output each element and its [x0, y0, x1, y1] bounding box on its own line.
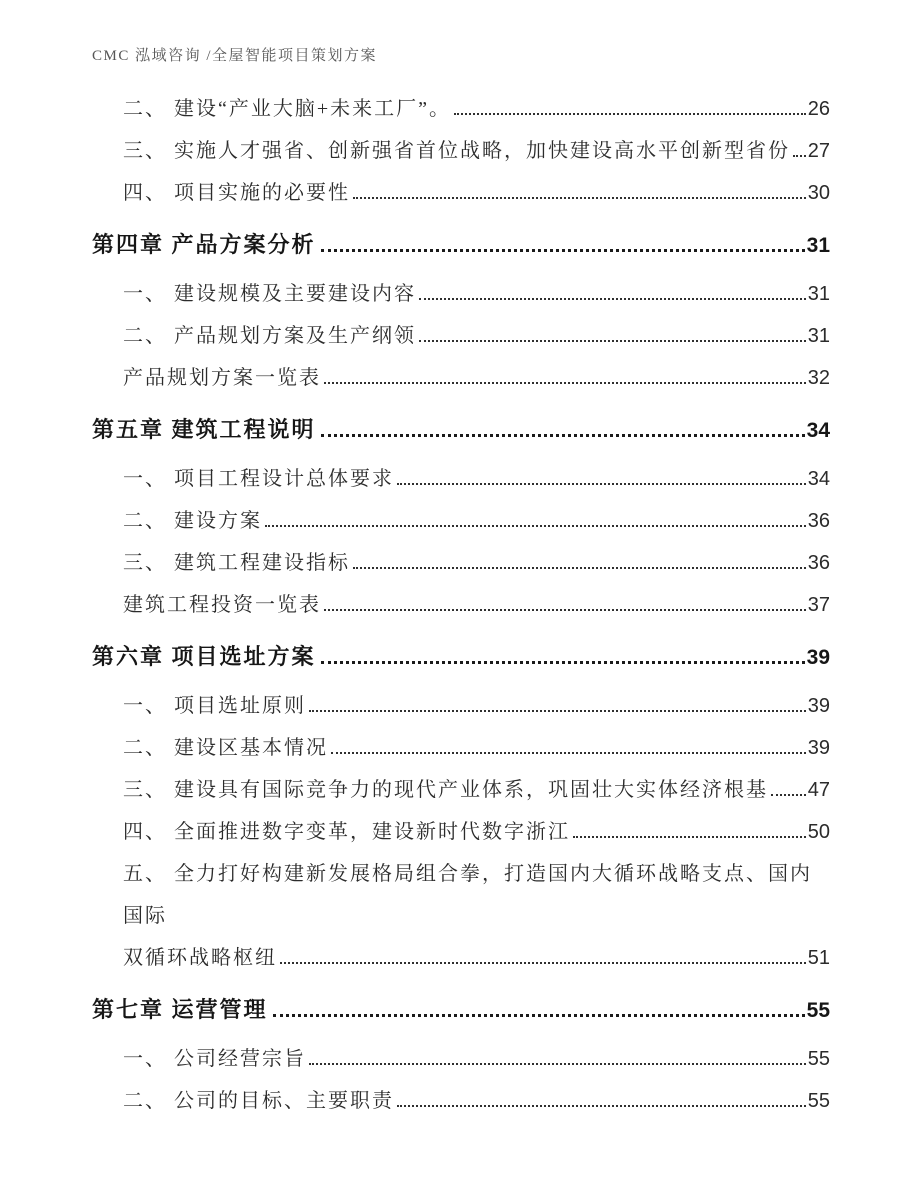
toc-entry[interactable]	[92, 172, 830, 214]
toc-dotted-leader	[331, 752, 806, 754]
toc-entry-label: 产品规划方案一览表	[123, 367, 321, 389]
toc-page-number: 39	[807, 695, 830, 717]
toc-page-number: 47	[807, 779, 830, 801]
toc-list	[92, 88, 830, 1122]
toc-entry[interactable]	[92, 357, 830, 399]
toc-page-number: 36	[807, 510, 830, 532]
toc-entry-label: 双循环战略枢纽	[123, 947, 277, 969]
toc-dotted-leader	[793, 155, 806, 157]
toc-entry-label: 第四章 产品方案分析	[92, 232, 316, 257]
toc-dotted-leader	[321, 661, 805, 664]
toc-page-number: 32	[807, 367, 830, 389]
toc-entry-label: 一、 建设规模及主要建设内容	[123, 283, 416, 305]
toc-entry[interactable]	[92, 315, 830, 357]
toc-dotted-leader	[324, 609, 806, 611]
toc-page-number: 34	[807, 468, 830, 490]
toc-dotted-leader	[309, 710, 806, 712]
toc-entry-label: 建筑工程投资一览表	[123, 594, 321, 616]
toc-dotted-leader	[353, 567, 806, 569]
toc-dotted-leader	[265, 525, 806, 527]
toc-entry[interactable]	[92, 458, 830, 500]
toc-page-number: 50	[807, 821, 830, 843]
toc-page-number: 55	[807, 1090, 830, 1112]
toc-dotted-leader	[273, 1014, 805, 1017]
toc-entry[interactable]	[92, 88, 830, 130]
toc-entry-label: 四、 全面推进数字变革，建设新时代数字浙江	[123, 821, 570, 843]
toc-dotted-leader	[397, 1105, 806, 1107]
toc-entry[interactable]	[92, 407, 830, 454]
toc-dotted-leader	[397, 483, 806, 485]
toc-page-number: 36	[807, 552, 830, 574]
toc-page-number: 51	[807, 947, 830, 969]
toc-dotted-leader	[419, 298, 806, 300]
toc-entry[interactable]	[92, 130, 830, 172]
toc-page-number: 37	[807, 594, 830, 616]
toc-entry-label: 二、 建设“产业大脑+未来工厂”。	[123, 98, 452, 120]
toc-entry[interactable]	[92, 273, 830, 315]
toc-entry[interactable]	[92, 853, 830, 937]
toc-entry-label: 第六章 项目选址方案	[92, 644, 316, 669]
document-header: CMC 泓域咨询 /全屋智能项目策划方案	[92, 48, 378, 64]
toc-entry[interactable]	[92, 1038, 830, 1080]
toc-page-number: 27	[807, 140, 830, 162]
toc-dotted-leader	[353, 197, 806, 199]
toc-dotted-leader	[280, 962, 806, 964]
toc-entry-label: 二、 建设区基本情况	[123, 737, 328, 759]
toc-page-number: 34	[806, 419, 830, 442]
toc-entry[interactable]	[92, 634, 830, 681]
toc-entry-label: 三、 建设具有国际竞争力的现代产业体系，巩固壮大实体经济根基	[123, 779, 768, 801]
toc-entry-label: 三、 建筑工程建设指标	[123, 552, 350, 574]
toc-dotted-leader	[321, 249, 805, 252]
toc-entry-label: 三、 实施人才强省、创新强省首位战略，加快建设高水平创新型省份	[123, 140, 790, 162]
toc-entry[interactable]	[92, 584, 830, 626]
toc-page-number: 26	[807, 98, 830, 120]
toc-dotted-leader	[573, 836, 806, 838]
toc-dotted-leader	[771, 794, 806, 796]
toc-dotted-leader	[321, 434, 805, 437]
toc-dotted-leader	[324, 382, 806, 384]
toc-entry-label: 二、 建设方案	[123, 510, 262, 532]
toc-page-number: 55	[807, 1048, 830, 1070]
toc-dotted-leader	[419, 340, 806, 342]
toc-entry-label: 五、 全力打好构建新发展格局组合拳，打造国内大循环战略支点、国内国际	[123, 863, 812, 927]
toc-entry-label: 二、 产品规划方案及生产纲领	[123, 325, 416, 347]
toc-dotted-leader	[454, 113, 806, 115]
toc-entry-label: 第七章 运营管理	[92, 997, 268, 1022]
toc-entry-label: 一、 项目选址原则	[123, 695, 306, 717]
toc-entry-label: 二、 公司的目标、主要职责	[123, 1090, 394, 1112]
toc-entry[interactable]	[92, 937, 830, 979]
toc-entry-label: 四、 项目实施的必要性	[123, 182, 350, 204]
toc-entry-label: 一、 公司经营宗旨	[123, 1048, 306, 1070]
toc-entry[interactable]	[92, 222, 830, 269]
toc-page-number: 31	[807, 283, 830, 305]
toc-page-number: 39	[807, 737, 830, 759]
toc-entry[interactable]	[92, 811, 830, 853]
toc-entry[interactable]	[92, 987, 830, 1034]
toc-page-number: 39	[806, 646, 830, 669]
toc-entry-label: 一、 项目工程设计总体要求	[123, 468, 394, 490]
toc-page-number: 31	[806, 234, 830, 257]
toc-page-number: 31	[807, 325, 830, 347]
toc-dotted-leader	[309, 1063, 806, 1065]
toc-entry[interactable]	[92, 500, 830, 542]
toc-page-number: 30	[807, 182, 830, 204]
toc-entry[interactable]	[92, 727, 830, 769]
toc-entry[interactable]	[92, 769, 830, 811]
toc-entry[interactable]	[92, 685, 830, 727]
toc-page-number: 55	[806, 999, 830, 1022]
toc-entry[interactable]	[92, 1080, 830, 1122]
toc-entry-label: 第五章 建筑工程说明	[92, 417, 316, 442]
toc-entry[interactable]	[92, 542, 830, 584]
